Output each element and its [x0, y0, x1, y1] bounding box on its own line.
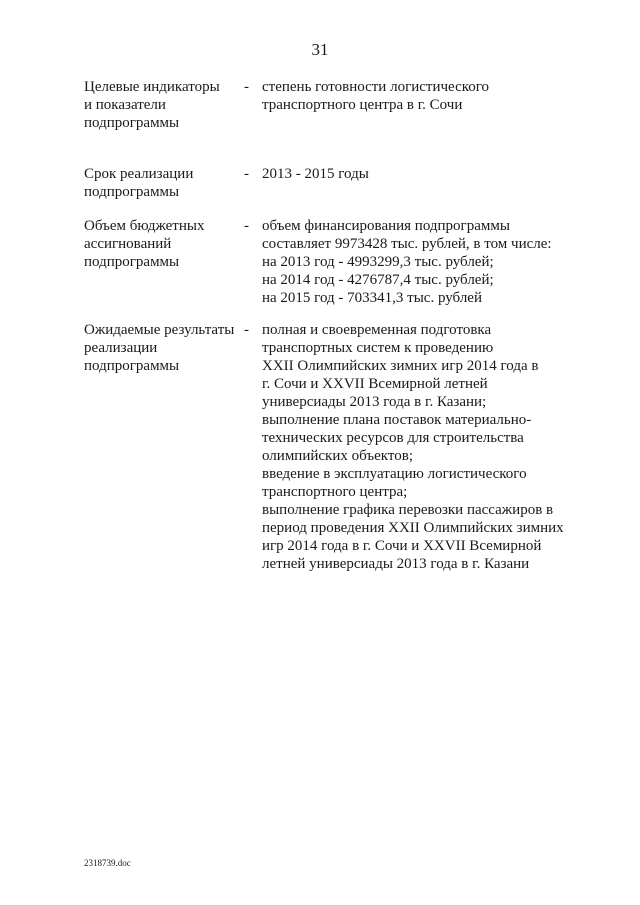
- value-line: выполнение графика перевозки пассажиров в: [262, 502, 554, 518]
- label-line: Срок реализации: [84, 166, 194, 182]
- document-footer-filename: 2318739.doc: [84, 858, 131, 868]
- page-number: 31: [311, 40, 329, 59]
- value-line: летней универсиады 2013 года в г. Казани: [262, 556, 530, 572]
- label-line: подпрограммы: [84, 184, 180, 200]
- row-dash: -: [244, 166, 249, 182]
- row-dash: -: [244, 218, 249, 234]
- label-line: реализации: [84, 340, 158, 356]
- value-line: степень готовности логистического: [262, 79, 490, 95]
- row-dash: -: [244, 322, 249, 338]
- value-line: универсиады 2013 года в г. Казани;: [262, 394, 487, 410]
- value-line: период проведения XXII Олимпийских зимних: [262, 520, 564, 536]
- value-line: игр 2014 года в г. Сочи и XXVII Всемирной: [262, 538, 542, 554]
- value-line: на 2013 год - 4993299,3 тыс. рублей;: [262, 254, 494, 270]
- row-value: [262, 165, 592, 183]
- row-value: [262, 321, 592, 573]
- value-line: XXII Олимпийских зимних игр 2014 года в: [262, 358, 539, 374]
- value-line: 2013 - 2015 годы: [262, 166, 369, 182]
- label-line: Целевые индикаторы: [84, 79, 220, 95]
- label-line: Ожидаемые результаты: [84, 322, 235, 338]
- value-line: на 2014 год - 4276787,4 тыс. рублей;: [262, 272, 494, 288]
- value-line: транспортного центра в г. Сочи: [262, 97, 463, 113]
- value-line: транспортных систем к проведению: [262, 340, 494, 356]
- label-line: Объем бюджетных: [84, 218, 205, 234]
- label-line: ассигнований: [84, 236, 172, 252]
- value-line: полная и своевременная подготовка: [262, 322, 492, 338]
- value-line: г. Сочи и XXVII Всемирной летней: [262, 376, 488, 392]
- row-dash: -: [244, 79, 249, 95]
- row-value: [262, 217, 592, 307]
- value-line: выполнение плана поставок материально-: [262, 412, 532, 428]
- value-line: олимпийских объектов;: [262, 448, 413, 464]
- value-line: объем финансирования подпрограммы: [262, 218, 510, 234]
- row-value: [262, 78, 592, 114]
- value-line: технических ресурсов для строительства: [262, 430, 524, 446]
- value-line: транспортного центра;: [262, 484, 408, 500]
- label-line: подпрограммы: [84, 115, 180, 131]
- row-label: [84, 165, 244, 201]
- value-line: введение в эксплуатацию логистического: [262, 466, 527, 482]
- row-label: [84, 78, 244, 132]
- label-line: подпрограммы: [84, 254, 180, 270]
- label-line: и показатели: [84, 97, 166, 113]
- row-label: [84, 321, 244, 375]
- label-line: подпрограммы: [84, 358, 180, 374]
- row-label: [84, 217, 244, 271]
- value-line: на 2015 год - 703341,3 тыс. рублей: [262, 290, 482, 306]
- value-line: составляет 9973428 тыс. рублей, в том числе:: [262, 236, 552, 252]
